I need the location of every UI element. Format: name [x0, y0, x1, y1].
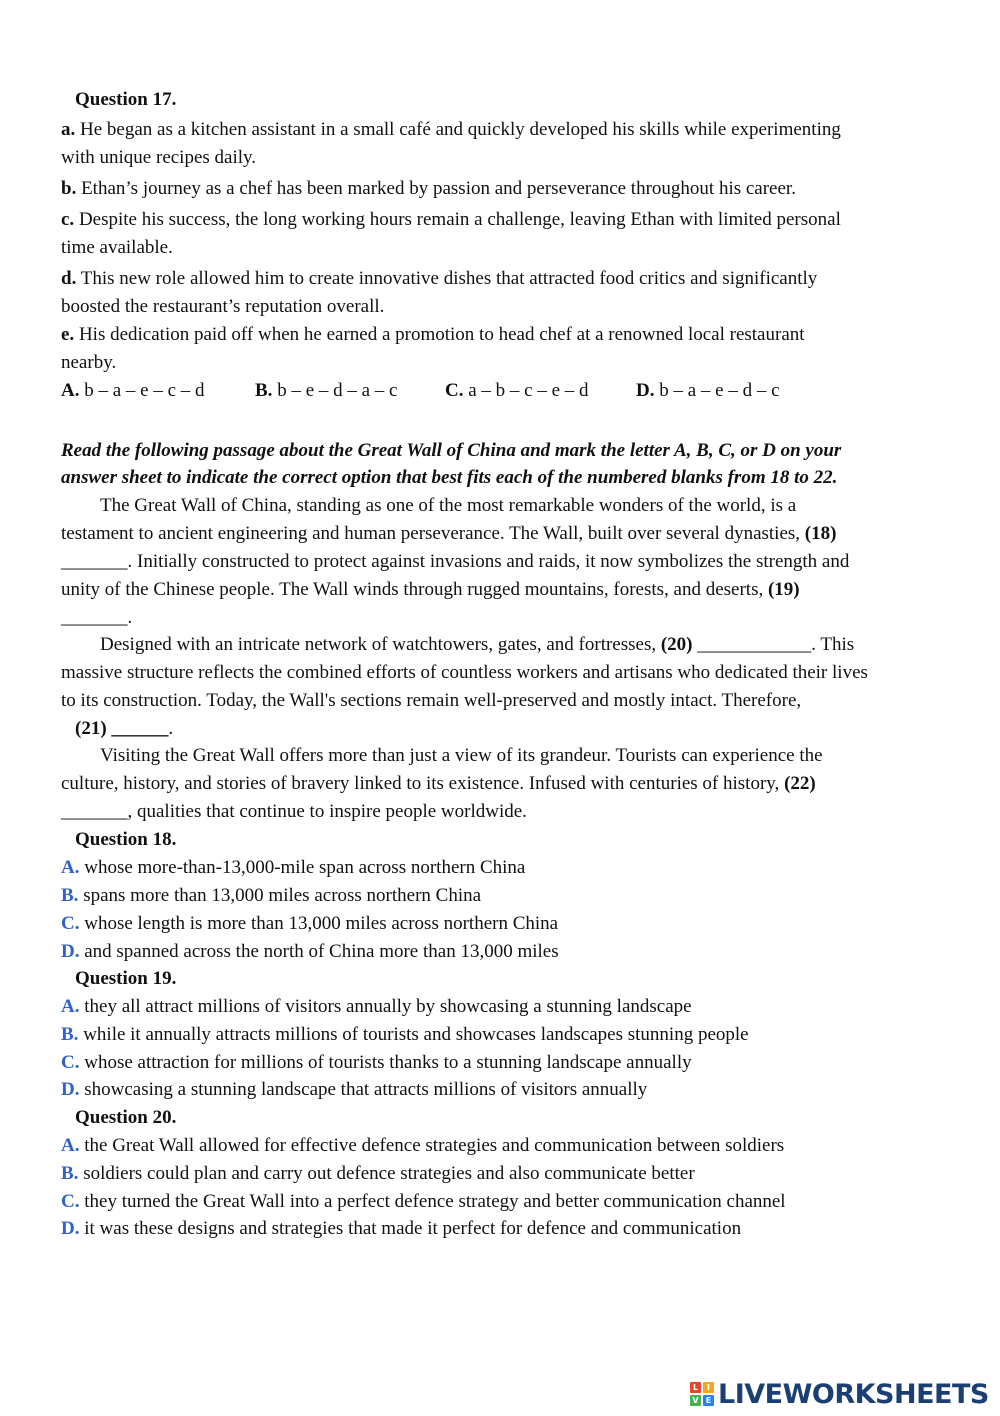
passage-p3-line-2-text: culture, history, and stories of bravery linked to its existence. Infused with centuries of history, [61, 773, 785, 794]
q19-option-a-label: A. [61, 996, 80, 1017]
liveworksheets-logo-icon [690, 1382, 714, 1406]
q17-sentence-a [61, 118, 841, 142]
q18-option-a-label: A. [61, 857, 80, 878]
q17-option-b-label: B. [255, 380, 273, 401]
q20-option-d-text: it was these designs and strategies that made it perfect for defence and communication [79, 1218, 742, 1239]
q19-option-c-label: C. [61, 1052, 80, 1073]
q17-d-text-cont: boosted the restaurant’s reputation overall. [61, 296, 385, 317]
q20-option-b[interactable] [61, 1162, 695, 1186]
q19-option-d[interactable] [61, 1078, 647, 1102]
q20-option-a-text: the Great Wall allowed for effective defence strategies and communication between soldiers [79, 1135, 785, 1156]
q17-d-label: d. [61, 268, 77, 289]
blank-22-label: (22) [784, 773, 816, 794]
q19-option-d-label: D. [61, 1079, 80, 1100]
q17-option-d-label: D. [636, 380, 655, 401]
logo-tile-l: L [690, 1382, 701, 1393]
q19-option-a[interactable] [61, 995, 692, 1019]
passage-p2-line-2: massive structure reflects the combined efforts of countless workers and artisans who dedicated their lives [61, 662, 868, 683]
q18-option-c[interactable] [61, 912, 558, 936]
logo-tile-v: V [690, 1395, 701, 1406]
q19-option-b[interactable] [61, 1023, 749, 1047]
q18-option-d-text: and spanned across the north of China more than 13,000 miles [79, 941, 559, 962]
blank-18-label: (18) [804, 523, 837, 544]
q17-sentence-c [61, 208, 841, 232]
q17-option-b[interactable] [255, 379, 398, 403]
passage-p1-line-2-text: testament to ancient engineering and human perseverance. The Wall, built over several dynasties, [61, 523, 805, 544]
passage-p1-line-5: _______. [61, 607, 133, 628]
passage-p2-line-4-end: . [168, 718, 174, 739]
q18-option-a[interactable] [61, 856, 525, 880]
passage-p2-line-4 [75, 717, 173, 741]
passage-p2-line-1-text: Designed with an intricate network of watchtowers, gates, and fortresses, [100, 634, 661, 655]
q19-option-a-text: they all attract millions of visitors annually by showcasing a stunning landscape [79, 996, 692, 1017]
q18-option-a-text: whose more-than-13,000-mile span across northern China [79, 857, 526, 878]
q18-option-b-label: B. [61, 885, 79, 906]
question-20-heading: Question 20. [75, 1107, 177, 1128]
q17-c-text: Despite his success, the long working hours remain a challenge, leaving Ethan with limited personal [74, 209, 841, 230]
q20-option-a[interactable] [61, 1134, 784, 1158]
passage-p1-line-1: The Great Wall of China, standing as one of the most remarkable wonders of the world, is a [100, 495, 797, 516]
q17-c-label: c. [61, 209, 75, 230]
q17-option-b-text: b – e – d – a – c [272, 380, 398, 401]
q20-option-c-label: C. [61, 1191, 80, 1212]
q17-e-label: e. [61, 324, 75, 345]
q17-b-text: Ethan’s journey as a chef has been marked by passion and perseverance throughout his career. [76, 178, 796, 199]
logo-tile-e: E [703, 1395, 714, 1406]
q17-option-d-text: b – a – e – d – c [654, 380, 780, 401]
q19-option-c-text: whose attraction for millions of tourists thanks to a stunning landscape annually [79, 1052, 692, 1073]
q17-a-text: He began as a kitchen assistant in a small café and quickly developed his skills while experimenting [75, 119, 841, 140]
q20-option-c-text: they turned the Great Wall into a perfect defence strategy and better communication channel [79, 1191, 786, 1212]
q17-b-label: b. [61, 178, 77, 199]
passage-p2-line-1-end: ____________. This [692, 634, 855, 655]
passage-p3-line-3: _______, qualities that continue to inspire people worldwide. [61, 801, 527, 822]
q20-option-a-label: A. [61, 1135, 80, 1156]
passage-p1-line-4-text: unity of the Chinese people. The Wall winds through rugged mountains, forests, and deserts, [61, 579, 768, 600]
passage-p3-line-1: Visiting the Great Wall offers more than just a view of its grandeur. Tourists can experience the [100, 745, 823, 766]
q17-d-text: This new role allowed him to create innovative dishes that attracted food critics and significantly [76, 268, 818, 289]
q17-sentence-d [61, 267, 817, 291]
q18-option-c-label: C. [61, 913, 80, 934]
passage-p2-line-3: to its construction. Today, the Wall's sections remain well-preserved and mostly intact. Therefore, [61, 690, 802, 711]
q19-option-b-label: B. [61, 1024, 79, 1045]
q20-option-b-text: soldiers could plan and carry out defence strategies and also communicate better [78, 1163, 695, 1184]
q18-option-d[interactable] [61, 940, 559, 964]
q17-sentence-b [61, 177, 796, 201]
q17-option-a[interactable] [61, 379, 205, 403]
q17-option-a-label: A. [61, 380, 80, 401]
passage-p3-line-2 [61, 772, 816, 796]
q20-option-d-label: D. [61, 1218, 80, 1239]
passage-p2-line-1 [100, 633, 854, 657]
q17-sentence-e [61, 323, 805, 347]
liveworksheets-logo-text: LIVEWORKSHEETS [718, 1378, 989, 1410]
liveworksheets-logo[interactable] [690, 1376, 989, 1412]
q17-c-text-cont: time available. [61, 237, 173, 258]
passage-p1-line-2 [61, 522, 836, 546]
q17-option-c[interactable] [445, 379, 589, 403]
q20-option-d[interactable] [61, 1217, 741, 1241]
q19-option-c[interactable] [61, 1051, 692, 1075]
question-18-heading: Question 18. [75, 829, 177, 850]
question-19-heading: Question 19. [75, 968, 177, 989]
q18-option-c-text: whose length is more than 13,000 miles across northern China [79, 913, 559, 934]
passage-p1-line-3: _______. Initially constructed to protect against invasions and raids, it now symbolizes the strength and [61, 551, 850, 572]
q18-option-d-label: D. [61, 941, 80, 962]
q18-option-b[interactable] [61, 884, 481, 908]
blank-21-label: (21) ______ [75, 718, 169, 739]
q17-option-c-label: C. [445, 380, 464, 401]
logo-tile-i: I [703, 1382, 714, 1393]
q20-option-c[interactable] [61, 1190, 786, 1214]
blank-20-label: (20) [660, 634, 693, 655]
q20-option-b-label: B. [61, 1163, 79, 1184]
passage-p1-line-4 [61, 578, 800, 602]
q18-option-b-text: spans more than 13,000 miles across northern China [78, 885, 482, 906]
q19-option-b-text: while it annually attracts millions of tourists and showcases landscapes stunning people [78, 1024, 749, 1045]
q17-option-a-text: b – a – e – c – d [79, 380, 205, 401]
q17-e-text: His dedication paid off when he earned a promotion to head chef at a renowned local restaurant [74, 324, 805, 345]
q17-a-text-cont: with unique recipes daily. [61, 147, 257, 168]
blank-19-label: (19) [767, 579, 800, 600]
q19-option-d-text: showcasing a stunning landscape that attracts millions of visitors annually [79, 1079, 648, 1100]
instructions-line-1: Read the following passage about the Great Wall of China and mark the letter A, B, C, or D on your [61, 440, 842, 461]
q17-option-c-text: a – b – c – e – d [463, 380, 589, 401]
instructions-line-2: answer sheet to indicate the correct option that best fits each of the numbered blanks from 18 to 22. [61, 467, 838, 488]
q17-a-label: a. [61, 119, 76, 140]
question-17-heading: Question 17. [75, 89, 177, 110]
q17-option-d[interactable] [636, 379, 780, 403]
q17-e-text-cont: nearby. [61, 352, 117, 373]
